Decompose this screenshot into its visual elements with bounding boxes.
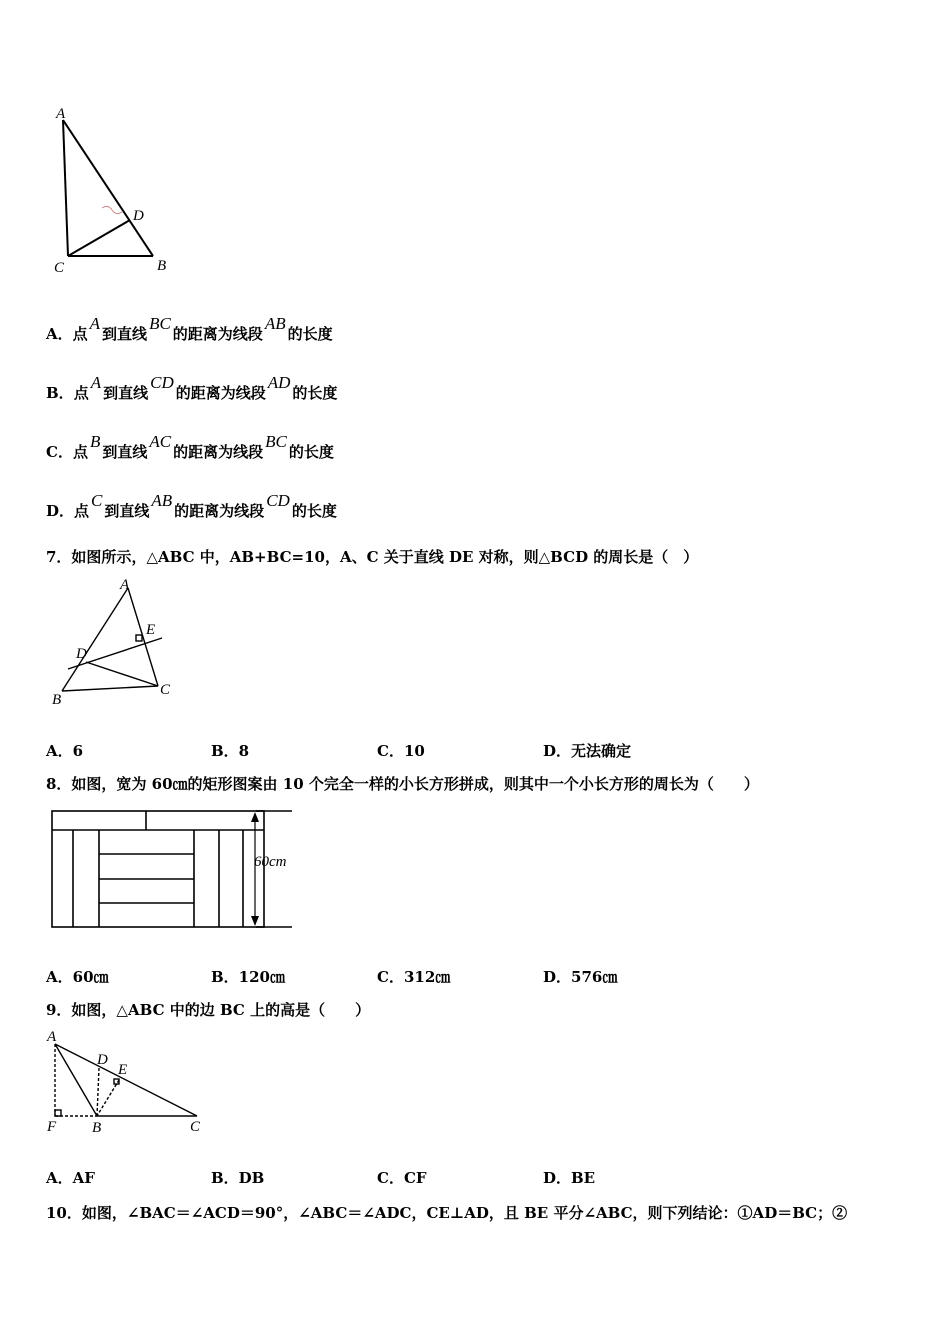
q7-label-e: E [146,622,156,638]
q6-label-a: A [56,106,66,122]
q6-label-c: C [54,260,65,276]
q8-option-d[interactable]: D．576㎝ [543,968,618,986]
q9-label-b: B [92,1120,102,1136]
q7-triangle-figure [48,576,188,711]
q7-label-d: D [76,646,87,662]
q10-stem: 10．如图，∠BAC＝∠ACD＝90°，∠ABC＝∠ADC，CE⊥AD，且 BE 平分∠ABC，则下列结论：①AD＝BC；② [46,1204,848,1222]
q9-option-a[interactable]: A．AF [46,1169,95,1187]
q8-rectangle-figure [48,806,308,934]
q8-dimension-label: 60cm [254,854,287,870]
q9-option-d[interactable]: D．BE [543,1169,596,1187]
q6-triangle-figure [40,100,190,280]
q7-option-b[interactable]: B．8 [211,742,250,760]
q6-option-b[interactable]: B． 点 A 到直线 CD 的距离为线段 AD 的长度 [46,373,338,402]
q6-label-d: D [133,208,144,224]
q6-label-b: B [157,258,167,274]
q6-option-c[interactable]: C． 点 B 到直线 AC 的距离为线段 BC 的长度 [46,432,334,461]
q6-option-a[interactable]: A． 点 A 到直线 BC 的距离为线段 AB 的长度 [46,314,333,343]
q8-option-a[interactable]: A．60㎝ [46,968,109,986]
q6-option-d[interactable]: D． 点 C 到直线 AB 的距离为线段 CD 的长度 [46,491,337,520]
q7-stem: 7．如图所示，△ABC 中，AB+BC=10，A、C 关于直线 DE 对称，则△BCD 的周长是（ ） [46,548,699,566]
q8-option-b[interactable]: B．120㎝ [211,968,285,986]
q9-label-c: C [190,1119,201,1135]
q7-label-a: A [120,577,130,593]
q7-option-d[interactable]: D．无法确定 [543,742,632,760]
q9-label-d: D [97,1052,108,1068]
q9-stem: 9．如图，△ABC 中的边 BC 上的高是（ ） [46,1001,371,1019]
q9-label-e: E [118,1062,128,1078]
q9-label-a: A [47,1029,57,1045]
q9-label-f: F [47,1119,57,1135]
q7-label-c: C [160,682,171,698]
q8-stem: 8．如图，宽为 60㎝的矩形图案由 10 个完全一样的小长方形拼成，则其中一个小长方形的周长为（ ） [46,775,759,793]
q8-option-c[interactable]: C．312㎝ [377,968,451,986]
q9-option-b[interactable]: B．DB [211,1169,265,1187]
q9-option-c[interactable]: C．CF [377,1169,427,1187]
q9-triangle-figure [42,1026,222,1138]
q7-option-c[interactable]: C．10 [377,742,425,760]
q7-label-b: B [52,692,62,708]
q7-option-a[interactable]: A．6 [46,742,84,760]
